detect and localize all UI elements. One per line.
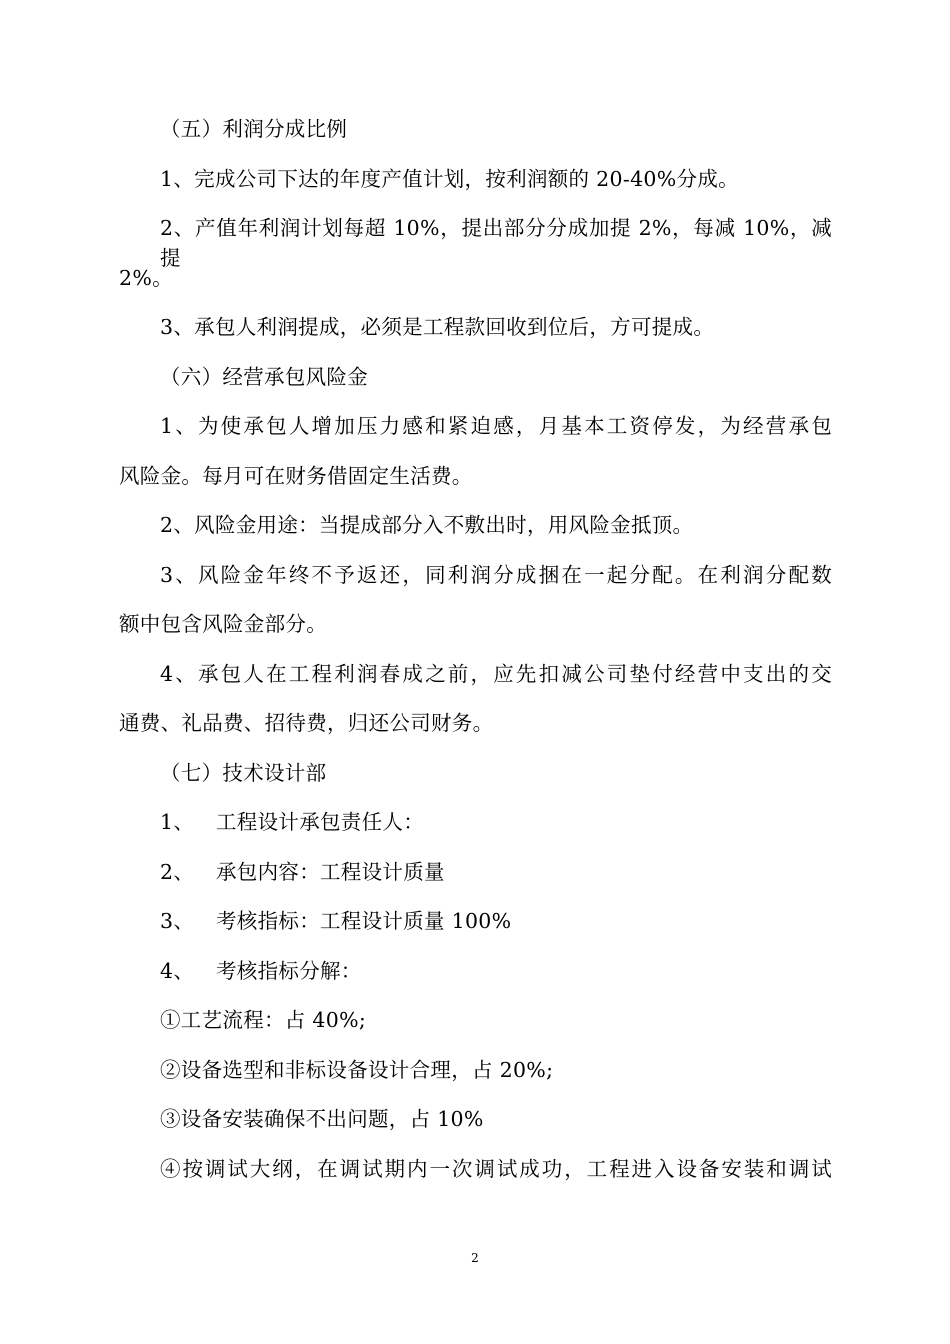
sub-item: ②设备选型和非标设备设计合理，占 20%; (160, 1058, 554, 1082)
item-number: 2、 (160, 860, 195, 884)
item-text: 考核指标：工程设计质量 100% (216, 909, 512, 933)
item-number: 3、 (160, 909, 195, 933)
paragraph-line: 通费、礼品费、招待费，归还公司财务。 (119, 711, 494, 735)
paragraph-line: 3、承包人利润提成，必须是工程款回收到位后，方可提成。 (160, 315, 715, 339)
item-number: 1、 (160, 810, 195, 834)
numbered-item (160, 956, 362, 986)
item-text: 承包内容：工程设计质量 (216, 860, 445, 884)
sub-item: ③设备安装确保不出问题，占 10% (160, 1107, 484, 1131)
sub-item: ④按调试大纲，在调试期内一次调试成功，工程进入设备安装和调试 (160, 1157, 832, 1181)
item-text: 工程设计承包责任人： (216, 810, 424, 834)
paragraph-line: 1、完成公司下达的年度产值计划，按利润额的 20-40%分成。 (160, 167, 739, 191)
paragraph-line: 2、产值年利润计划每超 10%，提出部分分成加提 2%，每减 10%，减提 (160, 216, 832, 270)
page-number: 2 (471, 1251, 479, 1265)
numbered-item (160, 906, 511, 936)
item-text: 考核指标分解： (216, 959, 362, 983)
sub-item: ①工艺流程：占 40%; (160, 1008, 367, 1032)
paragraph-line: 2、风险金用途：当提成部分入不敷出时，用风险金抵顶。 (160, 513, 694, 537)
paragraph-line: 3、风险金年终不予返还，同利润分成捆在一起分配。在利润分配数 (160, 563, 832, 587)
section-heading-risk-fund: （六）经营承包风险金 (160, 365, 368, 389)
paragraph-line: 1、为使承包人增加压力感和紧迫感，月基本工资停发，为经营承包 (160, 414, 832, 438)
section-heading-profit-sharing: （五）利润分成比例 (160, 117, 348, 141)
paragraph-line: 4、承包人在工程利润春成之前，应先扣减公司垫付经营中支出的交 (160, 662, 832, 686)
paragraph-line: 风险金。每月可在财务借固定生活费。 (119, 464, 473, 488)
numbered-item (160, 857, 445, 887)
paragraph-line: 2%。 (119, 266, 173, 290)
section-heading-technical-design: （七）技术设计部 (160, 761, 327, 785)
paragraph-line: 额中包含风险金部分。 (119, 612, 327, 636)
item-number: 4、 (160, 959, 195, 983)
numbered-item (160, 807, 424, 837)
